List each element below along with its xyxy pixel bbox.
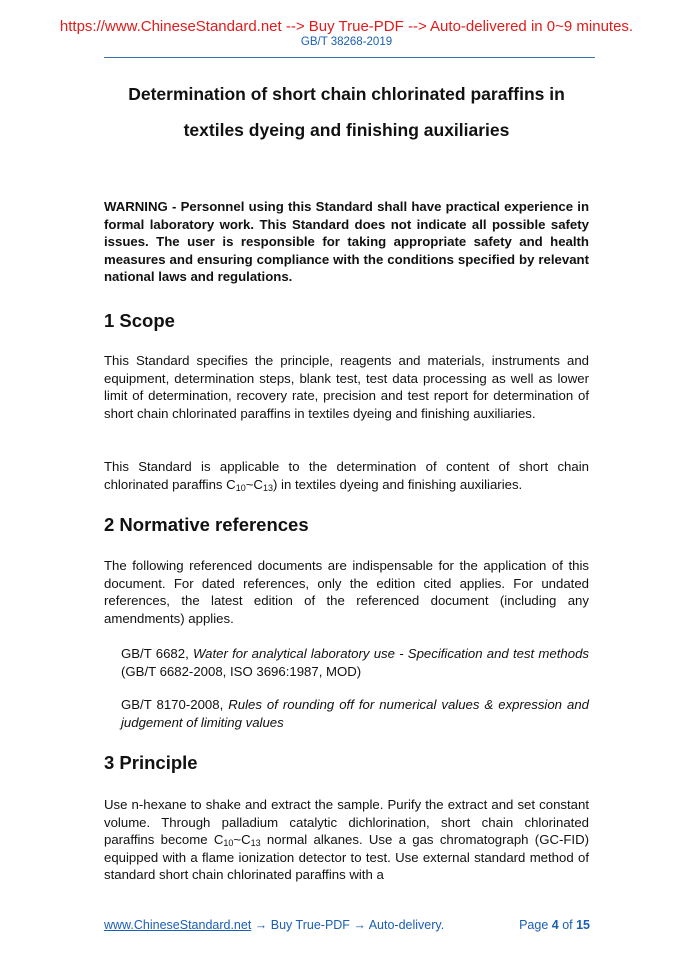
warning-text: WARNING - Personnel using this Standard shall have practical experience in formal laboratory work. This Standard does not indicate all possible safety issues. The user is responsible for taking appropriate safety and health measures and ensuring compliance with the conditions specified by relevant national laws and regulations. [104, 199, 589, 284]
page-label: Page [519, 918, 552, 932]
normative-section [104, 557, 589, 627]
warning-block [104, 198, 589, 286]
scope-section-2 [104, 458, 589, 493]
header-banner[interactable]: https://www.ChineseStandard.net --> Buy True-PDF --> Auto-delivered in 0~9 minutes. [59, 18, 634, 35]
footer-link[interactable]: www.ChineseStandard.net [104, 918, 252, 932]
tilde-c: ~C [233, 832, 251, 847]
principle-text-b: normal alkanes. Use a gas chromatograph (GC-FID) equipped with a flame ionization detector to test. Use external standard method of standard short chain chlorinated paraffins with a [104, 832, 589, 882]
footer-tail: → Buy True-PDF → Auto-delivery. [251, 918, 445, 932]
scope-heading: 1 Scope [104, 310, 175, 331]
normative-intro: The following referenced documents are indispensable for the application of this document. For dated references, only the edition cited applies. For undated references, the latest edition of the referenced document (including any amendments) applies. [104, 558, 589, 626]
principle-text-a: Use n-hexane to shake and extract the sample. Purify the extract and set constant volume. Through palladium catalytic dichlorination, short chain chlorinated paraffins become C [104, 797, 589, 847]
page-of: of [558, 918, 577, 932]
reference-1-wrap [104, 645, 589, 680]
scope-p2-text-b: ) in textiles dyeing and finishing auxiliaries. [272, 476, 523, 492]
principle-heading-wrap [104, 752, 589, 774]
principle-paragraph [104, 796, 589, 884]
scope-heading-wrap [104, 310, 589, 332]
page-total: 15 [576, 918, 590, 932]
document-title-line-1: Determination of short chain chlorinated paraffins in [128, 84, 565, 104]
reference-2-wrap [104, 696, 589, 731]
footer [104, 918, 590, 932]
subscript-13: 13 [250, 838, 261, 848]
principle-section [104, 796, 589, 884]
reference-title: Water for analytical laboratory use - Specification and test methods [192, 646, 589, 661]
scope-section [104, 352, 589, 422]
scope-paragraph-2 [104, 458, 589, 493]
document-title-line-2: textiles dyeing and finishing auxiliaries [183, 120, 510, 140]
page-number: 4 [551, 918, 559, 932]
reference-item [121, 645, 589, 680]
standard-code: GB/T 38268-2019 [300, 36, 393, 48]
normative-heading: 2 Normative references [104, 514, 309, 535]
page-indicator [519, 918, 590, 932]
normative-heading-wrap [104, 514, 589, 536]
header-divider [104, 57, 595, 58]
reference-note: (GB/T 6682-2008, ISO 3696:1987, MOD) [121, 663, 362, 679]
scope-paragraph-1: This Standard specifies the principle, reagents and materials, instruments and equipment, determination steps, blank test, test data processing as well as lower limit of determination, recovery rate, precision and test report for determination of short chain chlorinated paraffins in textiles dyeing and finishing auxiliaries. [104, 353, 589, 421]
subscript-13: 13 [262, 482, 273, 493]
reference-code: GB/T 8170-2008, [121, 697, 229, 712]
reference-code: GB/T 6682, [121, 646, 193, 661]
subscript-10: 10 [223, 838, 234, 848]
tilde-c: ~C [245, 476, 263, 492]
reference-title: Rules of rounding off for numerical values & expression and judgement of limiting values [121, 697, 590, 730]
subscript-10: 10 [235, 482, 246, 493]
principle-heading: 3 Principle [104, 752, 198, 773]
reference-item [121, 696, 589, 731]
scope-p2-text-a: This Standard is applicable to the determination of content of short chain chlorinated paraffins C [104, 459, 589, 492]
